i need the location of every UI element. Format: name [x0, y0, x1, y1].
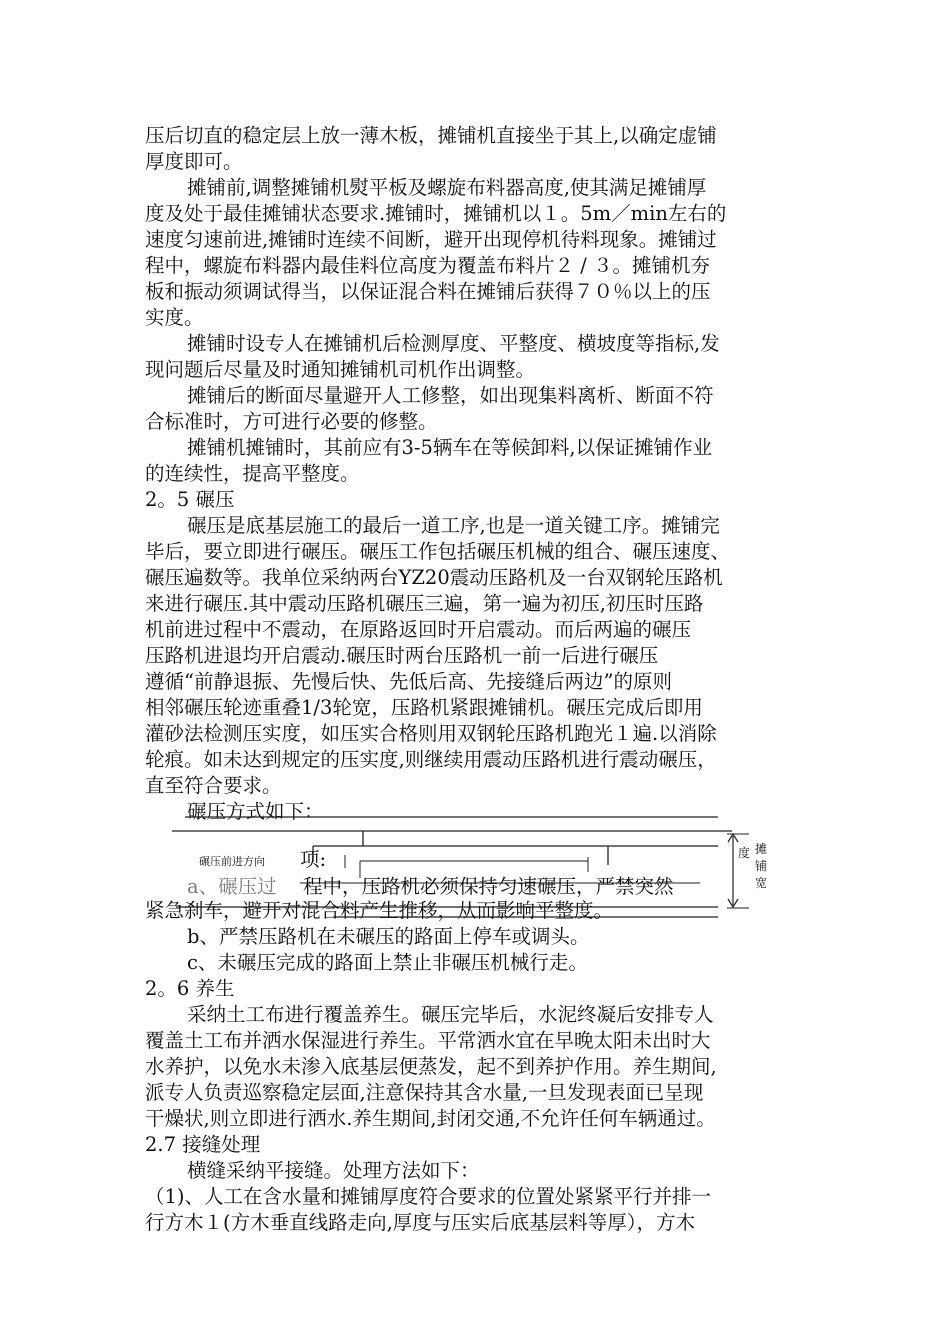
- overlay-text: a、碾压过: [187, 875, 277, 898]
- overlay-text: 项:: [300, 848, 327, 871]
- paragraph-line: 毕后，要立即进行碾压。碾压工作包括碾压机械的组合、碾压速度、: [145, 540, 731, 563]
- paragraph-line: 实度。: [145, 306, 204, 329]
- paragraph-line: 程中，螺旋布料器内最佳料位高度为覆盖布料片２ / ３。摊铺机夯: [145, 254, 710, 277]
- paragraph-line: 合标准时，方可进行必要的修整。: [145, 410, 438, 433]
- paragraph-line: 现问题后尽量及时通知摊铺机司机作出调整。: [145, 358, 536, 381]
- paragraph-line: 压路机进退均开启震动.碾压时两台压路机一前一后进行碾压: [145, 644, 659, 667]
- paragraph-line: 轮痕。如未达到规定的压实度,则继续用震动压路机进行震动碾压，: [145, 748, 717, 771]
- section-heading: 2。6 养生: [145, 977, 235, 1000]
- paragraph-line: 派专人负责巡察稳定层面,注意保持其含水量,一旦发现表面已呈现: [145, 1081, 704, 1104]
- width-label-char: 摊: [755, 842, 768, 856]
- paragraph-line: c、未碾压完成的路面上禁止非碾压机械行走。: [187, 951, 588, 974]
- paragraph-line: 度及处于最佳摊铺状态要求.摊铺时，摊铺机以１。5m／min左右的: [145, 202, 727, 225]
- paragraph-line: 速度匀速前进,摊铺时连续不间断，避开出现停机待料现象。摊铺过: [145, 228, 717, 251]
- paragraph-line: 水养护，以免水未渗入底基层便蒸发，起不到养护作用。养生期间,: [145, 1055, 717, 1078]
- paragraph-line: 碾压遍数等。我单位采纳两台YZ20震动压路机及一台双钢轮压路机: [145, 566, 723, 589]
- paragraph-line: 横缝采纳平接缝。处理方法如下：: [187, 1159, 480, 1182]
- direction-label: 碾压前进方向: [199, 855, 265, 868]
- paragraph-line: 摊铺前,调整摊铺机熨平板及螺旋布料器高度,使其满足摊铺厚: [187, 176, 707, 199]
- paragraph-line: 压后切直的稳定层上放一薄木板，摊铺机直接坐于其上,以确定虚铺: [145, 124, 717, 147]
- paragraph-line: 直至符合要求。: [145, 774, 282, 797]
- paragraph-line: 覆盖土工布并洒水保湿进行养生。平常洒水宜在早晚太阳未出时大: [145, 1029, 711, 1052]
- section-heading: 2.7 接缝处理: [145, 1133, 261, 1156]
- degree-label: 度: [738, 846, 751, 860]
- paragraph-line: 机前进过程中不震动，在原路返回时开启震动。而后两遍的碾压: [145, 618, 692, 641]
- paragraph-line: 紧急刹车，避开对混合料产生推移，从而影响平整度。: [145, 899, 614, 922]
- paragraph-line: 的连续性，提高平整度。: [145, 462, 360, 485]
- paragraph-line: 摊铺时设专人在摊铺机后检测厚度、平整度、横坡度等指标,发: [187, 332, 720, 355]
- paragraph-line: 相邻碾压轮迹重叠1/3轮宽，压路机紧跟摊铺机。碾压完成后即用: [145, 696, 703, 719]
- paragraph-line: 灌砂法检测压实度，如压实合格则用双钢轮压路机跑光１遍.以消除: [145, 722, 717, 745]
- paragraph-line: 干燥状,则立即进行洒水.养生期间,封闭交通,不允许任何车辆通过。: [145, 1107, 716, 1130]
- paragraph-line: 行方木１(方木垂直线路走向,厚度与压实后底基层料等厚），方木: [145, 1211, 696, 1234]
- paragraph-line: 遵循“前静退振、先慢后快、先低后高、先接缝后两边”的原则: [145, 670, 672, 693]
- width-label-char: 宽: [755, 876, 768, 890]
- paragraph-line: 摊铺后的断面尽量避开人工修整，如出现集料离析、断面不符: [187, 384, 714, 407]
- width-label-char: 铺: [755, 859, 768, 873]
- paragraph-line: 厚度即可。: [145, 150, 243, 173]
- section-heading: 2。5 碾压: [145, 488, 235, 511]
- paragraph-line: 碾压方式如下：: [187, 800, 324, 823]
- paragraph-line: b、严禁压路机在未碾压的路面上停车或调头。: [187, 925, 590, 948]
- paragraph-line: 碾压是底基层施工的最后一道工序,也是一道关键工序。摊铺完: [187, 514, 720, 537]
- paragraph-line: 板和振动须调试得当，以保证混合料在摊铺后获得７０％以上的压: [145, 280, 711, 303]
- paragraph-line: 摊铺机摊铺时，其前应有3-5辆车在等候卸料,以保证摊铺作业: [187, 436, 713, 459]
- paragraph-line: 来进行碾压.其中震动压路机碾压三遍，第一遍为初压,初压时压路: [145, 592, 704, 615]
- paragraph-line: 采纳土工布进行覆盖养生。碾压完毕后，水泥终凝后安排专人: [187, 1003, 714, 1026]
- overlay-text: 程中，压路机必须保持匀速碾压，严禁突然: [303, 875, 674, 898]
- paragraph-line: （1)、人工在含水量和摊铺厚度符合要求的位置处紧紧平行并排一: [145, 1185, 712, 1208]
